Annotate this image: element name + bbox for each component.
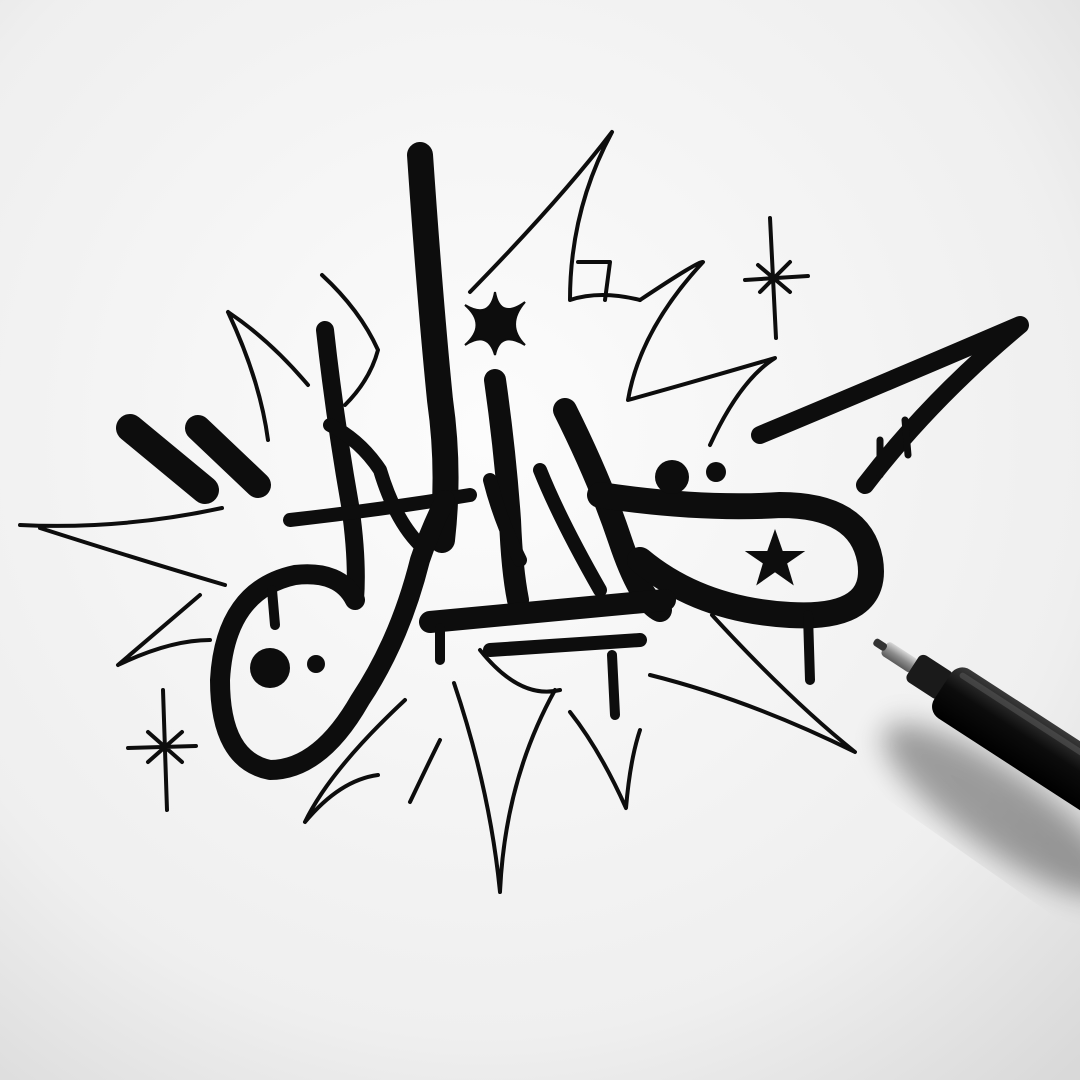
drip-4 bbox=[808, 615, 810, 680]
drip-5 bbox=[905, 420, 908, 455]
dot-small-left bbox=[307, 655, 325, 673]
drip-3 bbox=[612, 655, 615, 715]
drip-1 bbox=[272, 590, 275, 625]
dot-big-left bbox=[250, 648, 290, 688]
dot-big-right bbox=[655, 460, 689, 494]
underline-bar-bottom bbox=[490, 640, 640, 650]
dot-small-right bbox=[706, 462, 726, 482]
